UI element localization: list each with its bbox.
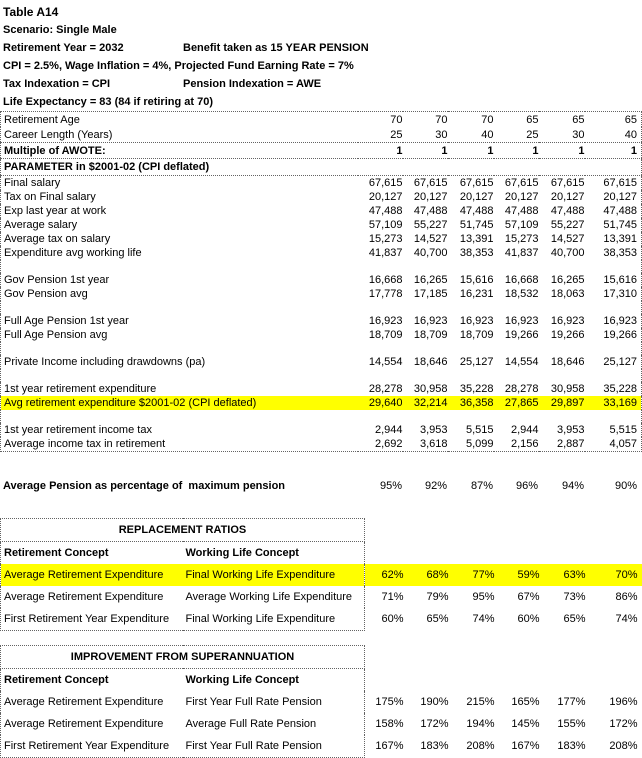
working-cell: Average Working Life Expenditure bbox=[183, 586, 365, 608]
row-label: Gov Pension 1st year bbox=[4, 274, 110, 286]
table-row bbox=[1, 287, 642, 301]
value-cell: 35,228 bbox=[603, 383, 637, 395]
concept-cell: First Retirement Year Expenditure bbox=[1, 608, 183, 631]
row-label: 1st year retirement expenditure bbox=[4, 383, 157, 395]
table-row-awote bbox=[1, 143, 642, 159]
working-cell: Final Working Life Expenditure bbox=[183, 608, 365, 631]
row-label: Multiple of AWOTE: bbox=[1, 143, 358, 159]
value-cell: 28,278 bbox=[368, 383, 403, 395]
value-cell: 15,273 bbox=[368, 233, 403, 245]
section-row bbox=[1, 713, 642, 735]
table-row bbox=[1, 355, 642, 369]
value-cell: 208% bbox=[609, 740, 638, 753]
concept-cell: First Retirement Year Expenditure bbox=[1, 735, 183, 758]
value-cell: 67,615 bbox=[550, 177, 585, 189]
section-row bbox=[1, 735, 642, 758]
value-cell: 5,515 bbox=[609, 424, 637, 436]
table-row bbox=[1, 328, 642, 342]
value-cell: 95% bbox=[379, 480, 402, 492]
value-cell: 74% bbox=[472, 613, 495, 626]
spacer-row bbox=[1, 260, 642, 273]
spacer-row bbox=[1, 369, 642, 382]
value-cell: 38,353 bbox=[603, 247, 637, 259]
value-cell: 63% bbox=[540, 564, 586, 586]
value-cell: 158% bbox=[375, 718, 404, 730]
section-row bbox=[1, 691, 642, 713]
value-cell: 90% bbox=[614, 480, 637, 492]
row-label: Average income tax in retirement bbox=[4, 438, 166, 450]
value-cell: 14,527 bbox=[550, 233, 585, 245]
spacer-row bbox=[1, 410, 642, 423]
value-cell: 19,266 bbox=[603, 329, 637, 341]
value-cell: 67,615 bbox=[603, 177, 637, 189]
value-cell: 20,127 bbox=[413, 191, 448, 203]
value-cell: 16,265 bbox=[550, 274, 585, 286]
value-cell: 15,616 bbox=[459, 274, 494, 286]
section-title-row bbox=[1, 646, 642, 669]
table-row bbox=[1, 437, 642, 452]
value-cell: 47,488 bbox=[550, 205, 585, 217]
value-cell: 172% bbox=[420, 718, 449, 730]
value-cell: 15,616 bbox=[603, 274, 637, 286]
value-cell: 96% bbox=[515, 480, 538, 492]
value-cell: 16,668 bbox=[504, 274, 539, 286]
concept-cell: Average Retirement Expenditure bbox=[1, 713, 183, 735]
concept-cell: Average Retirement Expenditure bbox=[1, 586, 183, 608]
value-cell: 3,953 bbox=[556, 424, 585, 436]
section-header-row bbox=[1, 669, 642, 692]
value-cell: 95% bbox=[472, 591, 495, 603]
table-row bbox=[1, 232, 642, 246]
section-row bbox=[1, 608, 642, 631]
table-row bbox=[1, 190, 642, 204]
value-cell: 18,063 bbox=[550, 288, 585, 300]
value-cell: 71% bbox=[381, 591, 404, 603]
value-cell: 18,709 bbox=[368, 329, 403, 341]
value-cell: 155% bbox=[557, 718, 586, 730]
section-replacement-ratios bbox=[0, 518, 642, 631]
value-cell: 67,615 bbox=[368, 177, 403, 189]
value-cell: 14,554 bbox=[504, 356, 539, 368]
value-cell: 38,353 bbox=[459, 247, 494, 259]
value-cell: 77% bbox=[449, 564, 495, 586]
value-cell: 94% bbox=[561, 480, 584, 492]
value-cell: 29,897 bbox=[539, 396, 585, 410]
value-cell: 19,266 bbox=[550, 329, 585, 341]
row-label: Average Pension as percentage of maximum pension bbox=[3, 480, 286, 492]
value-cell: 196% bbox=[609, 696, 638, 708]
value-cell: 57,109 bbox=[368, 219, 403, 231]
row-label: Exp last year at work bbox=[4, 205, 107, 217]
value-cell: 17,310 bbox=[603, 288, 637, 300]
scenario-line: Scenario: Single Male bbox=[3, 24, 117, 36]
value-cell: 17,185 bbox=[413, 288, 448, 300]
value-cell: 35,228 bbox=[459, 383, 494, 395]
value-cell: 1 bbox=[585, 143, 642, 159]
value-cell: 215% bbox=[466, 696, 495, 708]
value-cell: 15,273 bbox=[504, 233, 539, 245]
document-header bbox=[3, 3, 642, 111]
value-cell: 65 bbox=[572, 113, 585, 126]
section-row-highlighted bbox=[1, 564, 642, 586]
row-label: Expenditure avg working life bbox=[4, 247, 142, 259]
value-cell: 40 bbox=[448, 127, 494, 143]
row-label: Retirement Age bbox=[4, 113, 80, 126]
working-cell: Average Full Rate Pension bbox=[183, 713, 365, 735]
value-cell: 16,923 bbox=[504, 315, 539, 327]
row-label: Average tax on salary bbox=[4, 233, 111, 245]
tax-indexation: Tax Indexation = CPI bbox=[3, 78, 111, 90]
row-label: Tax on Final salary bbox=[4, 191, 96, 203]
value-cell: 47,488 bbox=[368, 205, 403, 217]
spacer-row bbox=[1, 342, 642, 355]
table-row bbox=[1, 176, 642, 191]
value-cell: 2,887 bbox=[556, 438, 585, 450]
row-label: Gov Pension avg bbox=[4, 288, 88, 300]
value-cell: 60% bbox=[381, 613, 404, 626]
value-cell: 32,214 bbox=[403, 396, 448, 410]
value-cell: 70 bbox=[481, 113, 494, 126]
indexation-line bbox=[3, 75, 642, 93]
value-cell: 16,923 bbox=[550, 315, 585, 327]
value-cell: 175% bbox=[375, 696, 404, 708]
value-cell: 67,615 bbox=[504, 177, 539, 189]
value-cell: 3,618 bbox=[419, 438, 448, 450]
concept-column-header: Retirement Concept bbox=[1, 542, 183, 565]
value-cell: 55,227 bbox=[413, 219, 448, 231]
row-label: Private Income including drawdowns (pa) bbox=[4, 356, 206, 368]
benefit-type: Benefit taken as 15 YEAR PENSION bbox=[183, 42, 369, 54]
table-row-parameter-title bbox=[1, 159, 642, 176]
working-cell: Final Working Life Expenditure bbox=[183, 564, 365, 586]
row-label: 1st year retirement income tax bbox=[4, 424, 152, 436]
value-cell: 65% bbox=[426, 613, 449, 626]
working-column-header: Working Life Concept bbox=[183, 542, 365, 565]
row-label: Career Length (Years) bbox=[1, 127, 358, 143]
average-pension-table bbox=[0, 478, 641, 494]
concept-cell: Average Retirement Expenditure bbox=[1, 691, 183, 713]
table-row-retirement-age bbox=[1, 112, 642, 128]
table-row bbox=[1, 314, 642, 328]
retirement-year-line bbox=[3, 39, 642, 57]
value-cell: 177% bbox=[557, 696, 586, 708]
assumptions-line: CPI = 2.5%, Wage Inflation = 4%, Projected Fund Earning Rate = 7% bbox=[3, 60, 354, 72]
working-cell: First Year Full Rate Pension bbox=[183, 691, 365, 713]
value-cell: 79% bbox=[426, 591, 449, 603]
row-label: Average salary bbox=[4, 219, 78, 231]
section-row bbox=[1, 586, 642, 608]
value-cell: 208% bbox=[466, 740, 495, 753]
row-label: Final salary bbox=[4, 177, 61, 189]
spacer-row bbox=[1, 301, 642, 314]
value-cell: 4,057 bbox=[609, 438, 637, 450]
value-cell: 17,778 bbox=[368, 288, 403, 300]
section-header-row bbox=[1, 542, 642, 565]
value-cell: 190% bbox=[420, 696, 449, 708]
value-cell: 16,923 bbox=[603, 315, 637, 327]
value-cell: 14,527 bbox=[413, 233, 448, 245]
value-cell: 5,515 bbox=[465, 424, 494, 436]
value-cell: 57,109 bbox=[504, 219, 539, 231]
table-row bbox=[1, 382, 642, 396]
value-cell: 13,391 bbox=[603, 233, 637, 245]
value-cell: 3,953 bbox=[419, 424, 448, 436]
value-cell: 145% bbox=[511, 718, 540, 730]
value-cell: 51,745 bbox=[459, 219, 494, 231]
table-row bbox=[1, 218, 642, 232]
value-cell: 20,127 bbox=[504, 191, 539, 203]
value-cell: 41,837 bbox=[368, 247, 403, 259]
value-cell: 20,127 bbox=[550, 191, 585, 203]
value-cell: 30,958 bbox=[550, 383, 585, 395]
value-cell: 47,488 bbox=[603, 205, 637, 217]
value-cell: 67% bbox=[517, 591, 540, 603]
value-cell: 67,615 bbox=[413, 177, 448, 189]
value-cell: 25,127 bbox=[603, 356, 637, 368]
pension-indexation: Pension Indexation = AWE bbox=[183, 78, 322, 90]
value-cell: 70 bbox=[435, 113, 448, 126]
value-cell: 165% bbox=[511, 696, 540, 708]
value-cell: 167% bbox=[511, 740, 540, 753]
value-cell: 40 bbox=[585, 127, 642, 143]
concept-cell: Average Retirement Expenditure bbox=[1, 564, 183, 586]
value-cell: 16,923 bbox=[459, 315, 494, 327]
value-cell: 40,700 bbox=[413, 247, 448, 259]
row-label: Full Age Pension 1st year bbox=[4, 315, 129, 327]
value-cell: 92% bbox=[424, 480, 447, 492]
section-title-row bbox=[1, 519, 642, 542]
value-cell: 183% bbox=[420, 740, 449, 753]
value-cell: 13,391 bbox=[459, 233, 494, 245]
value-cell: 47,488 bbox=[504, 205, 539, 217]
table-row bbox=[1, 246, 642, 260]
value-cell: 74% bbox=[615, 613, 638, 626]
value-cell: 70% bbox=[586, 564, 642, 586]
table-row-career-length bbox=[1, 127, 642, 143]
value-cell: 65 bbox=[526, 113, 539, 126]
value-cell: 41,837 bbox=[504, 247, 539, 259]
value-cell: 2,944 bbox=[374, 424, 403, 436]
value-cell: 30,958 bbox=[413, 383, 448, 395]
value-cell: 16,923 bbox=[413, 315, 448, 327]
table-row bbox=[1, 423, 642, 437]
value-cell: 73% bbox=[563, 591, 586, 603]
page-title: Table A14 bbox=[3, 5, 59, 19]
value-cell: 20,127 bbox=[368, 191, 403, 203]
table-row bbox=[1, 273, 642, 287]
life-expectancy-line: Life Expectancy = 83 (84 if retiring at 70) bbox=[3, 96, 213, 108]
value-cell: 29,640 bbox=[358, 396, 403, 410]
value-cell: 36,358 bbox=[448, 396, 494, 410]
value-cell: 25 bbox=[358, 127, 403, 143]
value-cell: 60% bbox=[517, 613, 540, 626]
value-cell: 16,265 bbox=[413, 274, 448, 286]
main-table bbox=[0, 111, 642, 452]
value-cell: 20,127 bbox=[603, 191, 637, 203]
value-cell: 5,099 bbox=[465, 438, 494, 450]
value-cell: 47,488 bbox=[413, 205, 448, 217]
value-cell: 47,488 bbox=[459, 205, 494, 217]
row-label: Full Age Pension avg bbox=[4, 329, 108, 341]
value-cell: 25,127 bbox=[459, 356, 494, 368]
value-cell: 86% bbox=[615, 591, 638, 603]
value-cell: 1 bbox=[403, 143, 448, 159]
value-cell: 59% bbox=[495, 564, 540, 586]
value-cell: 18,709 bbox=[413, 329, 448, 341]
value-cell: 55,227 bbox=[550, 219, 585, 231]
value-cell: 67,615 bbox=[459, 177, 494, 189]
value-cell: 27,865 bbox=[494, 396, 539, 410]
value-cell: 16,923 bbox=[368, 315, 403, 327]
table-row-average-pension bbox=[0, 478, 641, 494]
value-cell: 68% bbox=[404, 564, 449, 586]
value-cell: 65% bbox=[563, 613, 586, 626]
table-row bbox=[1, 204, 642, 218]
value-cell: 1 bbox=[539, 143, 585, 159]
value-cell: 30 bbox=[539, 127, 585, 143]
value-cell: 1 bbox=[494, 143, 539, 159]
parameter-section-title: PARAMETER in $2001-02 (CPI deflated) bbox=[1, 159, 642, 176]
value-cell: 40,700 bbox=[550, 247, 585, 259]
value-cell: 14,554 bbox=[368, 356, 403, 368]
value-cell: 1 bbox=[448, 143, 494, 159]
section-title: REPLACEMENT RATIOS bbox=[1, 519, 365, 542]
value-cell: 1 bbox=[358, 143, 403, 159]
value-cell: 20,127 bbox=[459, 191, 494, 203]
value-cell: 70 bbox=[390, 113, 403, 126]
value-cell: 18,646 bbox=[550, 356, 585, 368]
section-improvement bbox=[0, 645, 642, 758]
section-title: IMPROVEMENT FROM SUPERANNUATION bbox=[1, 646, 365, 669]
value-cell: 18,532 bbox=[504, 288, 539, 300]
value-cell: 2,944 bbox=[510, 424, 539, 436]
value-cell: 16,231 bbox=[459, 288, 494, 300]
value-cell: 2,692 bbox=[374, 438, 403, 450]
value-cell: 16,668 bbox=[368, 274, 403, 286]
value-cell: 25 bbox=[494, 127, 539, 143]
concept-column-header: Retirement Concept bbox=[1, 669, 183, 692]
value-cell: 19,266 bbox=[504, 329, 539, 341]
retirement-year: Retirement Year = 2032 bbox=[3, 42, 124, 54]
value-cell: 167% bbox=[375, 740, 404, 753]
value-cell: 28,278 bbox=[504, 383, 539, 395]
value-cell: 194% bbox=[466, 718, 495, 730]
value-cell: 62% bbox=[365, 564, 404, 586]
value-cell: 51,745 bbox=[603, 219, 637, 231]
value-cell: 33,169 bbox=[585, 396, 642, 410]
value-cell: 87% bbox=[470, 480, 493, 492]
value-cell: 18,646 bbox=[413, 356, 448, 368]
working-cell: First Year Full Rate Pension bbox=[183, 735, 365, 758]
value-cell: 183% bbox=[557, 740, 586, 753]
working-column-header: Working Life Concept bbox=[183, 669, 365, 692]
row-label: Avg retirement expenditure $2001-02 (CPI deflated) bbox=[1, 396, 358, 410]
table-row-highlighted bbox=[1, 396, 642, 410]
value-cell: 2,156 bbox=[510, 438, 539, 450]
value-cell: 172% bbox=[609, 718, 638, 730]
value-cell: 30 bbox=[403, 127, 448, 143]
value-cell: 18,709 bbox=[459, 329, 494, 341]
value-cell: 65 bbox=[624, 113, 637, 126]
